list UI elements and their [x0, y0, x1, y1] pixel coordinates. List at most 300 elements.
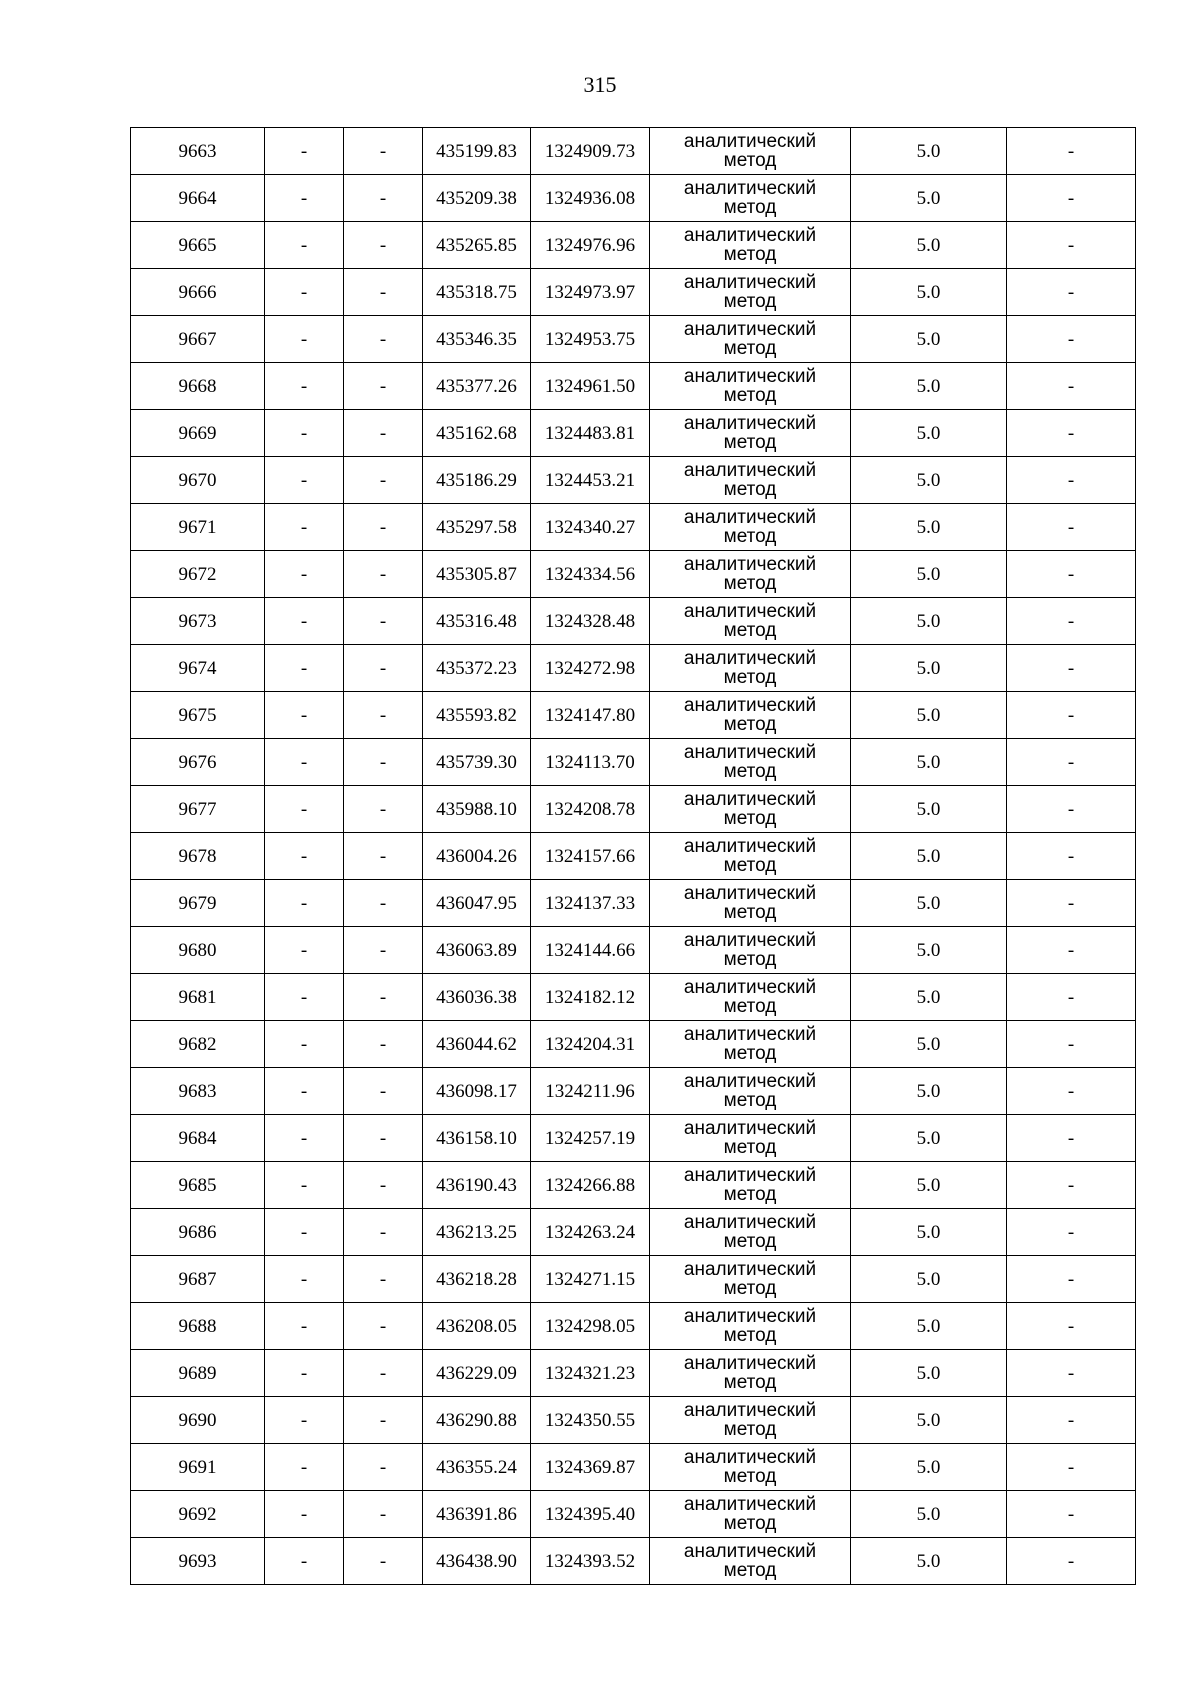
method-cell [650, 457, 851, 504]
method-text: метод [723, 902, 777, 923]
y-coordinate-cell: 1324272.98 [531, 645, 650, 692]
method-cell [650, 1538, 851, 1585]
method-text: метод [723, 1278, 777, 1299]
y-coordinate-cell: 1324182.12 [531, 974, 650, 1021]
accuracy-cell: 5.0 [851, 1021, 1007, 1068]
point-number-cell: 9679 [131, 880, 265, 927]
column-8-cell: - [1007, 880, 1136, 927]
point-number-cell: 9676 [131, 739, 265, 786]
column-8-cell: - [1007, 1068, 1136, 1115]
column-2-cell: - [265, 833, 344, 880]
table-row [131, 739, 1136, 786]
method-text: аналитический [683, 1541, 817, 1562]
y-coordinate-cell: 1324453.21 [531, 457, 650, 504]
method-cell [650, 1115, 851, 1162]
x-coordinate-cell: 435199.83 [423, 128, 531, 175]
column-8-cell: - [1007, 410, 1136, 457]
x-coordinate-cell: 436218.28 [423, 1256, 531, 1303]
x-coordinate-cell: 435305.87 [423, 551, 531, 598]
table-row [131, 927, 1136, 974]
x-coordinate-cell: 436063.89 [423, 927, 531, 974]
method-text: аналитический [683, 1118, 817, 1139]
table-row [131, 222, 1136, 269]
column-2-cell: - [265, 1350, 344, 1397]
column-2-cell: - [265, 1256, 344, 1303]
point-number-cell: 9680 [131, 927, 265, 974]
table-row [131, 551, 1136, 598]
accuracy-cell: 5.0 [851, 457, 1007, 504]
method-text: аналитический [683, 648, 817, 669]
column-8-cell: - [1007, 1397, 1136, 1444]
table-row [131, 1491, 1136, 1538]
accuracy-cell: 5.0 [851, 1350, 1007, 1397]
method-text: метод [723, 714, 777, 735]
column-8-cell: - [1007, 692, 1136, 739]
y-coordinate-cell: 1324257.19 [531, 1115, 650, 1162]
table-row [131, 1256, 1136, 1303]
column-2-cell: - [265, 363, 344, 410]
x-coordinate-cell: 435346.35 [423, 316, 531, 363]
point-number-cell: 9683 [131, 1068, 265, 1115]
x-coordinate-cell: 435162.68 [423, 410, 531, 457]
table-row [131, 1021, 1136, 1068]
column-3-cell: - [344, 1303, 423, 1350]
column-8-cell: - [1007, 645, 1136, 692]
method-text: аналитический [683, 413, 817, 434]
column-3-cell: - [344, 1491, 423, 1538]
accuracy-cell: 5.0 [851, 786, 1007, 833]
column-8-cell: - [1007, 974, 1136, 1021]
x-coordinate-cell: 436158.10 [423, 1115, 531, 1162]
x-coordinate-cell: 435316.48 [423, 598, 531, 645]
column-8-cell: - [1007, 1209, 1136, 1256]
method-text: метод [723, 620, 777, 641]
method-text: метод [723, 573, 777, 594]
point-number-cell: 9664 [131, 175, 265, 222]
point-number-cell: 9677 [131, 786, 265, 833]
column-3-cell: - [344, 1162, 423, 1209]
column-2-cell: - [265, 1068, 344, 1115]
column-8-cell: - [1007, 1115, 1136, 1162]
method-cell [650, 1256, 851, 1303]
column-8-cell: - [1007, 598, 1136, 645]
column-2-cell: - [265, 880, 344, 927]
y-coordinate-cell: 1324973.97 [531, 269, 650, 316]
column-2-cell: - [265, 1115, 344, 1162]
x-coordinate-cell: 436391.86 [423, 1491, 531, 1538]
column-2-cell: - [265, 269, 344, 316]
y-coordinate-cell: 1324909.73 [531, 128, 650, 175]
column-3-cell: - [344, 974, 423, 1021]
method-cell [650, 1209, 851, 1256]
column-3-cell: - [344, 1209, 423, 1256]
x-coordinate-cell: 435265.85 [423, 222, 531, 269]
method-cell [650, 1491, 851, 1538]
y-coordinate-cell: 1324393.52 [531, 1538, 650, 1585]
method-text: аналитический [683, 507, 817, 528]
column-2-cell: - [265, 786, 344, 833]
table-row [131, 833, 1136, 880]
column-2-cell: - [265, 974, 344, 1021]
table-row [131, 974, 1136, 1021]
method-text: аналитический [683, 1024, 817, 1045]
accuracy-cell: 5.0 [851, 1256, 1007, 1303]
column-8-cell: - [1007, 1538, 1136, 1585]
method-text: аналитический [683, 601, 817, 622]
method-cell [650, 1162, 851, 1209]
method-cell [650, 1350, 851, 1397]
method-text: аналитический [683, 366, 817, 387]
method-text: аналитический [683, 1447, 817, 1468]
method-text: аналитический [683, 977, 817, 998]
x-coordinate-cell: 435988.10 [423, 786, 531, 833]
method-text: метод [723, 1231, 777, 1252]
method-text: аналитический [683, 1212, 817, 1233]
column-8-cell: - [1007, 1491, 1136, 1538]
column-8-cell: - [1007, 457, 1136, 504]
method-cell [650, 222, 851, 269]
table-row [131, 457, 1136, 504]
column-2-cell: - [265, 128, 344, 175]
column-3-cell: - [344, 1256, 423, 1303]
column-3-cell: - [344, 269, 423, 316]
accuracy-cell: 5.0 [851, 974, 1007, 1021]
table-row [131, 692, 1136, 739]
method-text: аналитический [683, 1353, 817, 1374]
method-cell [650, 927, 851, 974]
table-row [131, 175, 1136, 222]
method-cell [650, 410, 851, 457]
method-text: метод [723, 150, 777, 171]
accuracy-cell: 5.0 [851, 692, 1007, 739]
column-2-cell: - [265, 1538, 344, 1585]
table-row [131, 128, 1136, 175]
y-coordinate-cell: 1324328.48 [531, 598, 650, 645]
column-2-cell: - [265, 739, 344, 786]
point-number-cell: 9668 [131, 363, 265, 410]
accuracy-cell: 5.0 [851, 1491, 1007, 1538]
method-cell [650, 128, 851, 175]
x-coordinate-cell: 436208.05 [423, 1303, 531, 1350]
method-cell [650, 504, 851, 551]
method-text: метод [723, 1560, 777, 1581]
column-8-cell: - [1007, 1021, 1136, 1068]
column-3-cell: - [344, 222, 423, 269]
method-cell [650, 551, 851, 598]
method-text: аналитический [683, 319, 817, 340]
method-cell [650, 1303, 851, 1350]
method-cell [650, 786, 851, 833]
method-text: аналитический [683, 1400, 817, 1421]
x-coordinate-cell: 436213.25 [423, 1209, 531, 1256]
accuracy-cell: 5.0 [851, 739, 1007, 786]
point-number-cell: 9672 [131, 551, 265, 598]
method-text: метод [723, 479, 777, 500]
y-coordinate-cell: 1324266.88 [531, 1162, 650, 1209]
accuracy-cell: 5.0 [851, 1538, 1007, 1585]
column-3-cell: - [344, 739, 423, 786]
column-8-cell: - [1007, 786, 1136, 833]
column-3-cell: - [344, 457, 423, 504]
method-text: аналитический [683, 131, 817, 152]
y-coordinate-cell: 1324147.80 [531, 692, 650, 739]
method-cell [650, 1444, 851, 1491]
column-8-cell: - [1007, 1350, 1136, 1397]
method-text: метод [723, 526, 777, 547]
method-text: аналитический [683, 1259, 817, 1280]
column-2-cell: - [265, 645, 344, 692]
method-text: метод [723, 1184, 777, 1205]
column-3-cell: - [344, 927, 423, 974]
method-text: метод [723, 855, 777, 876]
accuracy-cell: 5.0 [851, 1068, 1007, 1115]
column-2-cell: - [265, 1021, 344, 1068]
point-number-cell: 9690 [131, 1397, 265, 1444]
table-row [131, 1209, 1136, 1256]
column-2-cell: - [265, 598, 344, 645]
x-coordinate-cell: 436229.09 [423, 1350, 531, 1397]
y-coordinate-cell: 1324113.70 [531, 739, 650, 786]
method-cell [650, 880, 851, 927]
column-2-cell: - [265, 1162, 344, 1209]
table-row [131, 504, 1136, 551]
table-body [131, 128, 1136, 1585]
method-cell [650, 645, 851, 692]
column-2-cell: - [265, 1209, 344, 1256]
method-cell [650, 598, 851, 645]
accuracy-cell: 5.0 [851, 551, 1007, 598]
method-text: аналитический [683, 930, 817, 951]
column-2-cell: - [265, 927, 344, 974]
column-3-cell: - [344, 551, 423, 598]
accuracy-cell: 5.0 [851, 833, 1007, 880]
accuracy-cell: 5.0 [851, 504, 1007, 551]
column-8-cell: - [1007, 363, 1136, 410]
x-coordinate-cell: 436438.90 [423, 1538, 531, 1585]
y-coordinate-cell: 1324395.40 [531, 1491, 650, 1538]
column-8-cell: - [1007, 551, 1136, 598]
point-number-cell: 9663 [131, 128, 265, 175]
x-coordinate-cell: 436190.43 [423, 1162, 531, 1209]
point-number-cell: 9670 [131, 457, 265, 504]
y-coordinate-cell: 1324976.96 [531, 222, 650, 269]
x-coordinate-cell: 435377.26 [423, 363, 531, 410]
method-text: метод [723, 1466, 777, 1487]
y-coordinate-cell: 1324157.66 [531, 833, 650, 880]
x-coordinate-cell: 435318.75 [423, 269, 531, 316]
method-cell [650, 1068, 851, 1115]
y-coordinate-cell: 1324350.55 [531, 1397, 650, 1444]
column-2-cell: - [265, 504, 344, 551]
y-coordinate-cell: 1324298.05 [531, 1303, 650, 1350]
method-text: метод [723, 1372, 777, 1393]
accuracy-cell: 5.0 [851, 269, 1007, 316]
table-row [131, 1068, 1136, 1115]
accuracy-cell: 5.0 [851, 363, 1007, 410]
accuracy-cell: 5.0 [851, 1444, 1007, 1491]
column-2-cell: - [265, 692, 344, 739]
method-text: аналитический [683, 554, 817, 575]
point-number-cell: 9686 [131, 1209, 265, 1256]
method-cell [650, 833, 851, 880]
x-coordinate-cell: 435186.29 [423, 457, 531, 504]
point-number-cell: 9681 [131, 974, 265, 1021]
accuracy-cell: 5.0 [851, 410, 1007, 457]
method-text: метод [723, 1325, 777, 1346]
method-text: аналитический [683, 225, 817, 246]
point-number-cell: 9685 [131, 1162, 265, 1209]
point-number-cell: 9687 [131, 1256, 265, 1303]
method-text: аналитический [683, 836, 817, 857]
table-row [131, 880, 1136, 927]
column-8-cell: - [1007, 1303, 1136, 1350]
column-3-cell: - [344, 1444, 423, 1491]
method-text: метод [723, 667, 777, 688]
column-8-cell: - [1007, 222, 1136, 269]
column-3-cell: - [344, 880, 423, 927]
method-text: метод [723, 291, 777, 312]
table-row [131, 1162, 1136, 1209]
x-coordinate-cell: 435372.23 [423, 645, 531, 692]
accuracy-cell: 5.0 [851, 645, 1007, 692]
x-coordinate-cell: 436044.62 [423, 1021, 531, 1068]
method-cell [650, 316, 851, 363]
y-coordinate-cell: 1324208.78 [531, 786, 650, 833]
accuracy-cell: 5.0 [851, 1209, 1007, 1256]
method-cell [650, 269, 851, 316]
method-text: аналитический [683, 742, 817, 763]
x-coordinate-cell: 435297.58 [423, 504, 531, 551]
column-8-cell: - [1007, 833, 1136, 880]
x-coordinate-cell: 436355.24 [423, 1444, 531, 1491]
method-text: аналитический [683, 1165, 817, 1186]
column-3-cell: - [344, 316, 423, 363]
column-3-cell: - [344, 1538, 423, 1585]
point-number-cell: 9671 [131, 504, 265, 551]
x-coordinate-cell: 435593.82 [423, 692, 531, 739]
table-row [131, 363, 1136, 410]
column-8-cell: - [1007, 1444, 1136, 1491]
point-number-cell: 9693 [131, 1538, 265, 1585]
accuracy-cell: 5.0 [851, 222, 1007, 269]
table-row [131, 1538, 1136, 1585]
y-coordinate-cell: 1324961.50 [531, 363, 650, 410]
method-text: метод [723, 1043, 777, 1064]
point-number-cell: 9692 [131, 1491, 265, 1538]
x-coordinate-cell: 436004.26 [423, 833, 531, 880]
column-2-cell: - [265, 1444, 344, 1491]
accuracy-cell: 5.0 [851, 880, 1007, 927]
y-coordinate-cell: 1324936.08 [531, 175, 650, 222]
column-8-cell: - [1007, 128, 1136, 175]
method-text: аналитический [683, 1306, 817, 1327]
table-row [131, 1397, 1136, 1444]
point-number-cell: 9684 [131, 1115, 265, 1162]
accuracy-cell: 5.0 [851, 927, 1007, 974]
table-row [131, 598, 1136, 645]
column-8-cell: - [1007, 175, 1136, 222]
y-coordinate-cell: 1324263.24 [531, 1209, 650, 1256]
method-cell [650, 1397, 851, 1444]
y-coordinate-cell: 1324211.96 [531, 1068, 650, 1115]
column-2-cell: - [265, 410, 344, 457]
table-row [131, 645, 1136, 692]
column-8-cell: - [1007, 1256, 1136, 1303]
y-coordinate-cell: 1324369.87 [531, 1444, 650, 1491]
column-3-cell: - [344, 1068, 423, 1115]
method-text: метод [723, 432, 777, 453]
point-number-cell: 9667 [131, 316, 265, 363]
column-8-cell: - [1007, 1162, 1136, 1209]
column-8-cell: - [1007, 504, 1136, 551]
column-3-cell: - [344, 833, 423, 880]
column-3-cell: - [344, 645, 423, 692]
x-coordinate-cell: 436290.88 [423, 1397, 531, 1444]
accuracy-cell: 5.0 [851, 128, 1007, 175]
column-2-cell: - [265, 1397, 344, 1444]
method-text: метод [723, 1513, 777, 1534]
method-text: аналитический [683, 460, 817, 481]
point-number-cell: 9689 [131, 1350, 265, 1397]
table-row [131, 786, 1136, 833]
method-text: аналитический [683, 1071, 817, 1092]
method-text: аналитический [683, 178, 817, 199]
column-2-cell: - [265, 1491, 344, 1538]
column-3-cell: - [344, 1021, 423, 1068]
table-row [131, 1350, 1136, 1397]
method-cell [650, 175, 851, 222]
method-cell [650, 974, 851, 1021]
point-number-cell: 9673 [131, 598, 265, 645]
method-cell [650, 739, 851, 786]
column-8-cell: - [1007, 739, 1136, 786]
accuracy-cell: 5.0 [851, 1162, 1007, 1209]
column-3-cell: - [344, 786, 423, 833]
table-row [131, 316, 1136, 363]
method-text: метод [723, 949, 777, 970]
column-2-cell: - [265, 551, 344, 598]
method-text: метод [723, 1419, 777, 1440]
x-coordinate-cell: 436098.17 [423, 1068, 531, 1115]
column-3-cell: - [344, 598, 423, 645]
point-number-cell: 9682 [131, 1021, 265, 1068]
method-text: аналитический [683, 789, 817, 810]
method-text: метод [723, 244, 777, 265]
point-number-cell: 9675 [131, 692, 265, 739]
method-text: метод [723, 385, 777, 406]
x-coordinate-cell: 436036.38 [423, 974, 531, 1021]
y-coordinate-cell: 1324340.27 [531, 504, 650, 551]
column-2-cell: - [265, 316, 344, 363]
point-number-cell: 9669 [131, 410, 265, 457]
column-3-cell: - [344, 504, 423, 551]
y-coordinate-cell: 1324953.75 [531, 316, 650, 363]
column-2-cell: - [265, 457, 344, 504]
table-row [131, 410, 1136, 457]
coordinates-table [130, 127, 1136, 1585]
table-row [131, 269, 1136, 316]
page-number: 315 [583, 72, 617, 97]
method-text: метод [723, 761, 777, 782]
method-text: метод [723, 1137, 777, 1158]
method-text: метод [723, 1090, 777, 1111]
accuracy-cell: 5.0 [851, 1303, 1007, 1350]
method-text: метод [723, 808, 777, 829]
y-coordinate-cell: 1324271.15 [531, 1256, 650, 1303]
table-row [131, 1115, 1136, 1162]
column-3-cell: - [344, 1115, 423, 1162]
column-8-cell: - [1007, 269, 1136, 316]
